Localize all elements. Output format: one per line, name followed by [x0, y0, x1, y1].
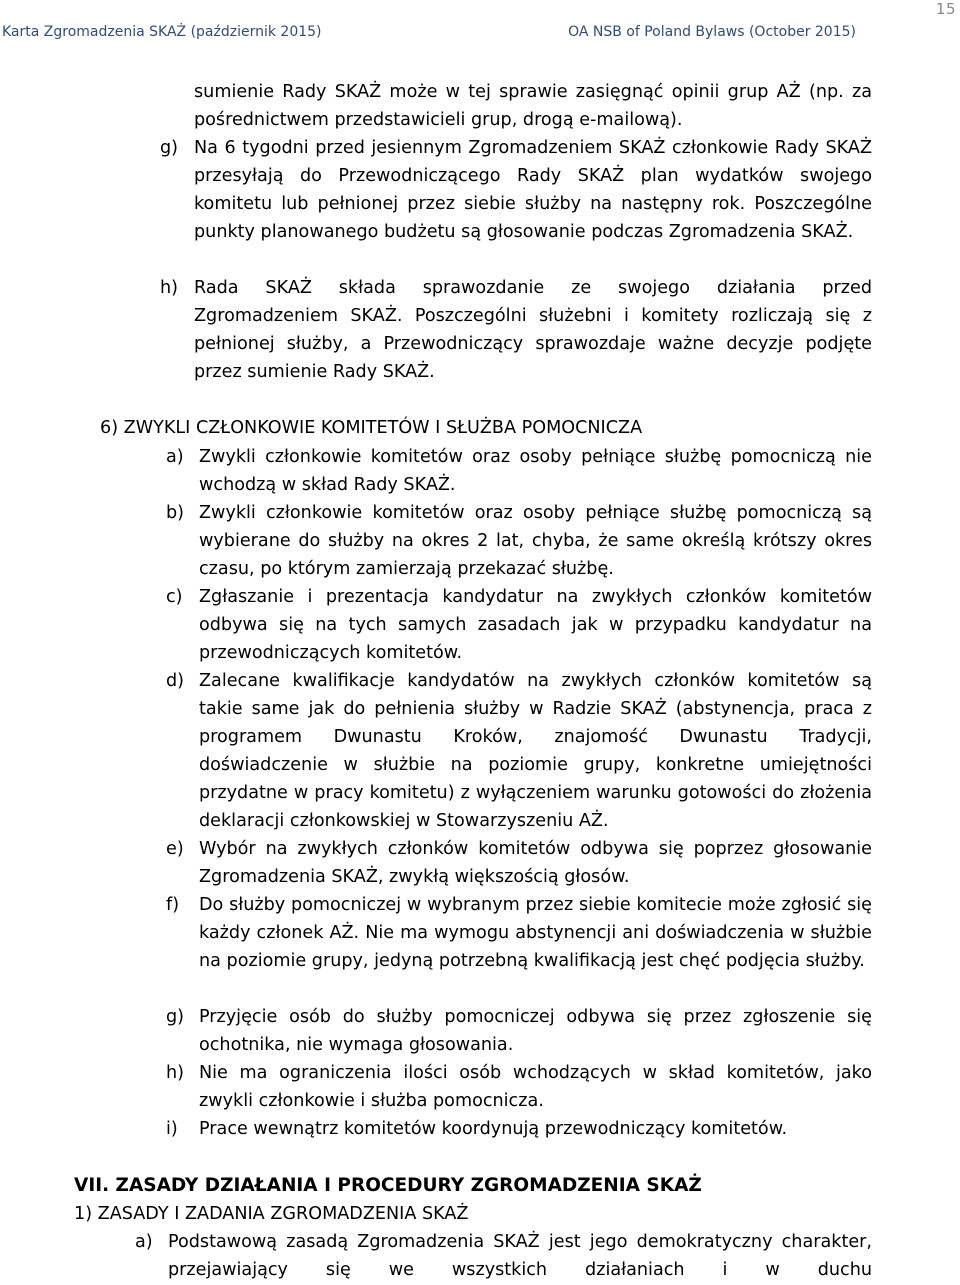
list-marker: h) [166, 1063, 185, 1083]
list-marker: f) [166, 895, 180, 915]
list-marker: d) [166, 671, 185, 691]
list-item [166, 1003, 872, 1059]
list-item-text: Przyjęcie osób do służby pomocniczej odbywa się przez zgłoszenie się ochotnika, nie wymaga głosowania. [199, 1007, 872, 1055]
list-item [166, 835, 872, 891]
list-marker: b) [166, 503, 185, 523]
header-right-title: OA NSB of Poland Bylaws (October 2015) [568, 24, 856, 40]
page-number: 15 [935, 0, 956, 18]
list-marker: g) [160, 138, 179, 158]
chapter-heading: VII. ZASADY DZIAŁANIA I PROCEDURY ZGROMADZENIA SKAŻ [74, 1175, 702, 1196]
list-item-text: Rada SKAŻ składa sprawozdanie ze swojego działania przed Zgromadzeniem SKAŻ. Poszczególni służebni i komitety rozliczają się z pełnionej służby, a Przewodniczący sprawozdaje ważne decyzje podjęte przez sumienie Rady SKAŻ. [194, 278, 872, 382]
list-marker: g) [166, 1007, 185, 1027]
list-item-text: Podstawową zasadą Zgromadzenia SKAŻ jest jego demokratyczny charakter, przejawiający się we wszystkich działaniach i w duchu [168, 1232, 872, 1280]
list-item-text: Zwykli członkowie komitetów oraz osoby pełniące służbę pomocniczą nie wchodzą w skład Rady SKAŻ. [199, 447, 872, 495]
list-item-text: Zalecane kwalifikacje kandydatów na zwykłych członków komitetów są takie same jak do pełnienia służby w Radzie SKAŻ (abstynencja, praca z programem Dwunastu Kroków, znajomość Dwunastu Tradycji, doświadczenie w służbie na poziomie grupy, konkretne umiejętności przydatne w pracy komitetu) z wyłączeniem warunku gotowości do złożenia deklaracji członkowskiej w Stowarzyszeniu AŻ. [199, 671, 872, 831]
list-item-text: Na 6 tygodni przed jesiennym Zgromadzeniem SKAŻ członkowie Rady SKAŻ przesyłają do Przewodniczącego Rady SKAŻ plan wydatków swojego komitetu lub pełnionej przez siebie służby na następny rok. Poszczególne punkty planowanego budżetu są głosowanie podczas Zgromadzenia SKAŻ. [194, 138, 872, 242]
list-marker: i) [166, 1119, 178, 1139]
header-left-title: Karta Zgromadzenia SKAŻ (październik 2015) [2, 24, 322, 40]
continuation-paragraph: sumienie Rady SKAŻ może w tej sprawie zasięgnąć opinii grup AŻ (np. za pośrednictwem przedstawicieli grup, drogą e-mailową). [194, 82, 872, 130]
list-item-text: Zwykli członkowie komitetów oraz osoby pełniące służbę pomocniczą są wybierane do służby na okres 2 lat, chyba, że same określą krótszy okres czasu, po którym zamierzają przekazać służbę. [199, 503, 872, 579]
section-heading: 6) ZWYKLI CZŁONKOWIE KOMITETÓW I SŁUŻBA POMOCNICZA [100, 418, 643, 438]
list-marker: c) [166, 587, 183, 607]
section-heading: 1) ZASADY I ZADANIA ZGROMADZENIA SKAŻ [74, 1204, 469, 1224]
list-item [166, 1059, 872, 1115]
list-marker: e) [166, 839, 184, 859]
list-item-text: Prace wewnątrz komitetów koordynują przewodniczący komitetów. [199, 1119, 788, 1139]
list-item [160, 274, 872, 386]
list-item [160, 134, 872, 246]
list-item [166, 499, 872, 583]
list-item [166, 891, 872, 975]
list-marker: a) [166, 447, 184, 467]
list-item [166, 667, 872, 835]
list-item-text: Do służby pomocniczej w wybranym przez siebie komitecie może zgłosić się każdy członek AŻ. Nie ma wymogu abstynencji ani doświadczenia w służbie na poziomie grupy, jedyną potrzebną kwalifikacją jest chęć podjęcia służby. [199, 895, 872, 971]
list-item-text: Wybór na zwykłych członków komitetów odbywa się poprzez głosowanie Zgromadzenia SKAŻ, zwykłą większością głosów. [199, 839, 872, 887]
list-marker: h) [160, 278, 179, 298]
list-item [166, 1115, 872, 1143]
list-item [166, 443, 872, 499]
list-item-text: Zgłaszanie i prezentacja kandydatur na zwykłych członków komitetów odbywa się na tych samych zasadach jak w przypadku kandydatur na przewodniczących komitetów. [199, 587, 872, 663]
list-item [135, 1228, 872, 1284]
list-item-text: Nie ma ograniczenia ilości osób wchodzących w skład komitetów, jako zwykli członkowie i służba pomocnicza. [199, 1063, 872, 1111]
list-marker: a) [135, 1232, 153, 1252]
list-item [166, 583, 872, 667]
